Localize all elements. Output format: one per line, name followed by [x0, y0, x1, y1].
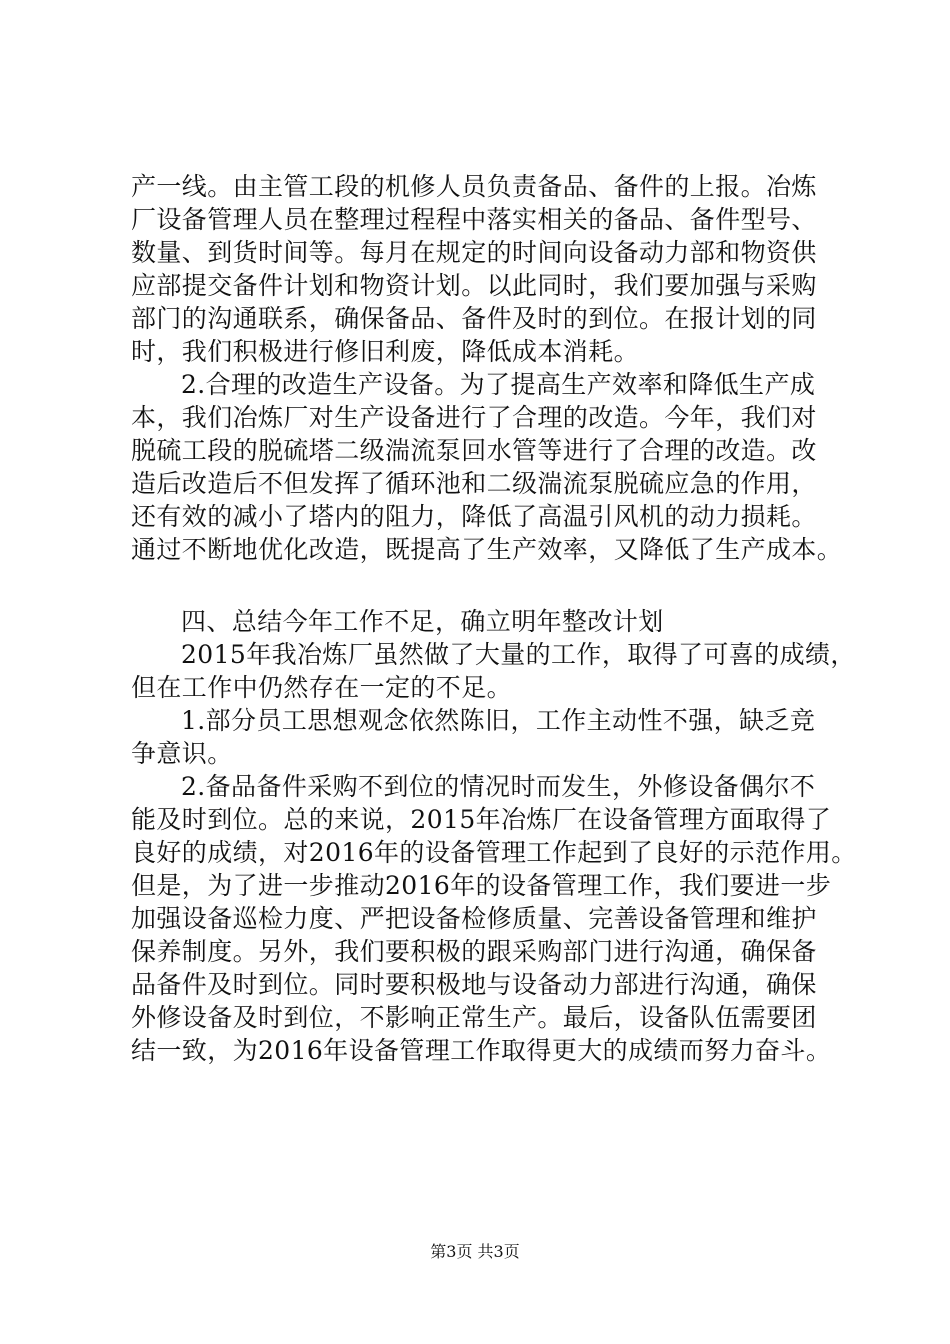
text-line: 保养制度。另外，我们要积极的跟采购部门进行沟通，确保备 — [131, 937, 817, 966]
text-line: 应部提交备件计划和物资计划。以此同时，我们要加强与采购 — [131, 271, 817, 300]
text-line: 但是，为了进一步推动2016年的设备管理工作，我们要进一步 — [131, 871, 832, 900]
text-line: 外修设备及时到位，不影响正常生产。最后，设备队伍需要团 — [131, 1003, 817, 1032]
text-line: 数量、到货时间等。每月在规定的时间向设备动力部和物资供 — [131, 238, 817, 267]
text-line: 时，我们积极进行修旧利废，降低成本消耗。 — [131, 337, 640, 366]
text-line: 品备件及时到位。同时要积极地与设备动力部进行沟通，确保 — [131, 970, 817, 999]
text-line: 能及时到位。总的来说，2015年冶炼厂在设备管理方面取得了 — [131, 805, 832, 834]
text-line: 通过不断地优化改造，既提高了生产效率，又降低了生产成本。 — [131, 535, 843, 564]
text-line: 本，我们冶炼厂对生产设备进行了合理的改造。今年，我们对 — [131, 403, 817, 432]
text-line: 2.合理的改造生产设备。为了提高生产效率和降低生产成 — [181, 370, 816, 399]
text-line: 加强设备巡检力度、严把设备检修质量、完善设备管理和维护 — [131, 904, 817, 933]
text-line: 争意识。 — [131, 739, 233, 768]
text-line: 厂设备管理人员在整理过程程中落实相关的备品、备件型号、 — [131, 205, 817, 234]
paragraph-gap — [131, 566, 851, 605]
text-line: 四、总结今年工作不足，确立明年整改计划 — [181, 607, 664, 636]
page-footer: 第3页 共3页 — [430, 1242, 520, 1261]
text-line: 部门的沟通联系，确保备品、备件及时的到位。在报计划的同 — [131, 304, 817, 333]
text-line: 造后改造后不但发挥了循环池和二级湍流泵脱硫应急的作用， — [131, 469, 817, 498]
text-line: 2015年我冶炼厂虽然做了大量的工作，取得了可喜的成绩， — [181, 640, 856, 669]
text-line: 良好的成绩，对2016年的设备管理工作起到了良好的示范作用。 — [131, 838, 857, 867]
text-line: 1.部分员工思想观念依然陈旧，工作主动性不强，缺乏竞 — [181, 706, 816, 735]
text-line: 但在工作中仍然存在一定的不足。 — [131, 673, 513, 702]
text-line: 还有效的减小了塔内的阻力，降低了高温引风机的动力损耗。 — [131, 502, 817, 531]
text-line: 结一致，为2016年设备管理工作取得更大的成绩而努力奋斗。 — [131, 1036, 832, 1065]
text-line: 脱硫工段的脱硫塔二级湍流泵回水管等进行了合理的改造。改 — [131, 436, 817, 465]
document-body — [131, 170, 857, 1067]
text-line: 2.备品备件采购不到位的情况时而发生，外修设备偶尔不 — [181, 772, 816, 801]
text-line: 产一线。由主管工段的机修人员负责备品、备件的上报。冶炼 — [131, 172, 817, 201]
